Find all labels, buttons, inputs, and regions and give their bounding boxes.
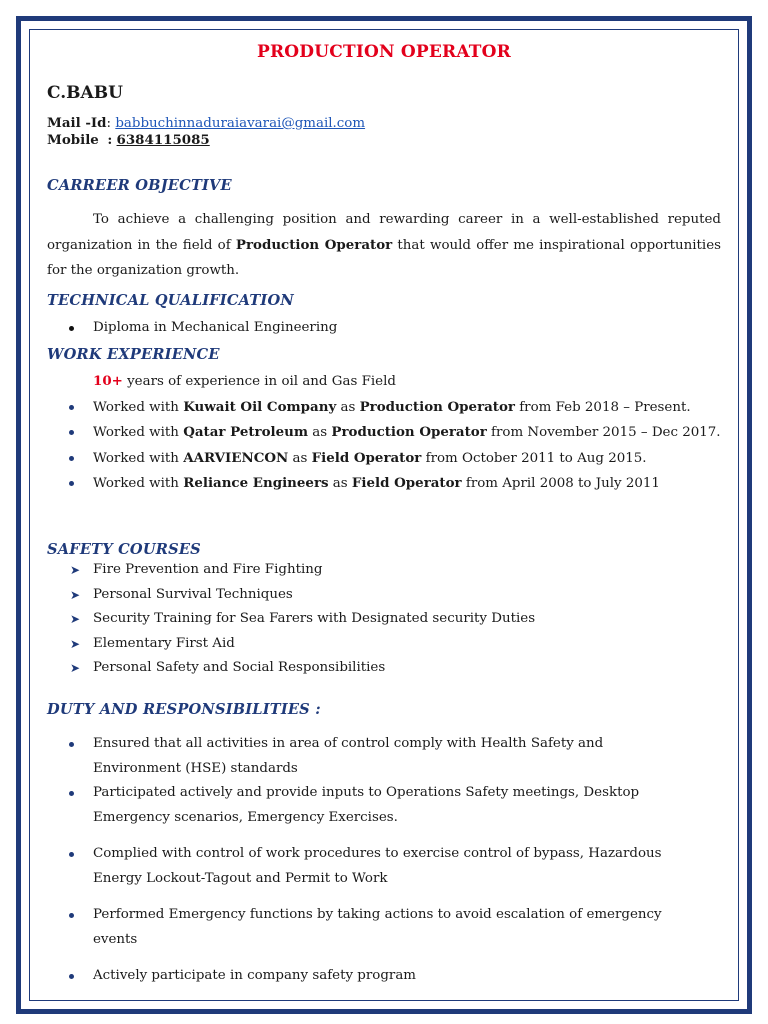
bullet-icon bbox=[69, 974, 74, 979]
list-item bbox=[47, 471, 721, 497]
mobile-label: Mobile bbox=[47, 132, 99, 148]
list-item bbox=[47, 781, 687, 830]
bullet-icon bbox=[69, 742, 74, 747]
job-pre: Worked with bbox=[93, 450, 184, 466]
job-pre: Worked with bbox=[93, 399, 184, 415]
mobile-number: 6384115085 bbox=[116, 132, 210, 148]
bullet-icon bbox=[69, 481, 74, 486]
bullet-icon bbox=[69, 791, 74, 796]
arrow-bullet-icon: ➤ bbox=[70, 661, 81, 675]
list-item-text: Performed Emergency functions by taking actions to avoid escalation of emergency events bbox=[93, 907, 662, 947]
bullet-icon bbox=[69, 430, 74, 435]
job-period: from October 2011 to Aug 2015. bbox=[421, 450, 647, 466]
experience-summary bbox=[47, 369, 721, 395]
bullet-icon bbox=[69, 456, 74, 461]
job-role: Field Operator bbox=[311, 449, 422, 466]
list-item bbox=[47, 583, 721, 608]
list-item bbox=[47, 395, 721, 421]
safety-heading: SAFETY COURSES bbox=[47, 541, 201, 558]
job-mid: as bbox=[328, 476, 352, 491]
job-period: from Feb 2018 – Present. bbox=[514, 399, 691, 415]
bullet-icon bbox=[69, 405, 74, 410]
email-line bbox=[47, 115, 365, 132]
list-item-text: Diploma in Mechanical Engineering bbox=[93, 320, 338, 335]
list-item bbox=[47, 316, 721, 341]
job-role: Production Operator bbox=[331, 424, 487, 440]
resume-title: PRODUCTION OPERATOR bbox=[256, 42, 511, 62]
objective-paragraph bbox=[47, 207, 721, 284]
job-period: from April 2008 to July 2011 bbox=[461, 476, 660, 491]
list-item-text: Ensured that all activities in area of control comply with Health Safety and Environment (HSE) standards bbox=[93, 736, 604, 776]
technical-heading: TECHNICAL QUALIFICATION bbox=[47, 292, 294, 309]
list-item-text: Personal Safety and Social Responsibilities bbox=[93, 660, 386, 675]
arrow-bullet-icon: ➤ bbox=[70, 612, 81, 626]
candidate-name: C.BABU bbox=[47, 83, 123, 103]
arrow-bullet-icon: ➤ bbox=[70, 587, 81, 602]
years-text: years of experience in oil and Gas Field bbox=[122, 374, 396, 389]
mobile-line bbox=[47, 132, 365, 149]
email-sep: : bbox=[106, 116, 112, 131]
list-item bbox=[47, 558, 721, 583]
years-highlight: 10+ bbox=[93, 373, 123, 389]
list-item-text: Fire Prevention and Fire Fighting bbox=[93, 562, 323, 577]
list-item bbox=[47, 732, 687, 781]
objective-text-after: that would offer me inspirational opportunities for the organization growth. bbox=[47, 237, 722, 278]
job-company: Qatar Petroleum bbox=[183, 424, 309, 440]
list-item bbox=[47, 607, 721, 632]
objective-heading: CARREER OBJECTIVE bbox=[47, 177, 232, 194]
list-item-text: Actively participate in company safety program bbox=[93, 968, 416, 983]
list-item bbox=[47, 964, 687, 989]
mobile-sep: : bbox=[107, 132, 113, 148]
safety-list bbox=[47, 558, 721, 681]
objective-bold: Production Operator bbox=[235, 236, 393, 253]
list-item-text: Personal Survival Techniques bbox=[93, 586, 293, 602]
list-item-text: Complied with control of work procedures to exercise control of bypass, Hazardous Energy Lockout-Tagout and Permit to Work bbox=[93, 846, 662, 886]
list-item bbox=[47, 842, 687, 891]
list-item bbox=[47, 903, 687, 952]
duties-heading: DUTY AND RESPONSIBILITIES : bbox=[47, 701, 321, 718]
list-item bbox=[47, 656, 721, 681]
job-mid: as bbox=[288, 450, 312, 466]
objective-text-before: To achieve a challenging position and rewarding career in a well-established reputed organization in the field of bbox=[47, 212, 721, 253]
job-period: from November 2015 – Dec 2017. bbox=[486, 425, 721, 440]
contact-block bbox=[47, 115, 365, 149]
list-item-text: Security Training for Sea Farers with Designated security Duties bbox=[93, 611, 536, 626]
email-label: Mail -Id bbox=[47, 115, 107, 131]
experience-list bbox=[47, 369, 721, 497]
job-role: Production Operator bbox=[359, 398, 515, 415]
email-link[interactable]: babbuchinnaduraiavarai@gmail.com bbox=[115, 116, 366, 131]
job-role: Field Operator bbox=[351, 475, 462, 491]
bullet-icon bbox=[69, 852, 74, 857]
job-pre: Worked with bbox=[93, 476, 184, 491]
technical-list bbox=[47, 316, 721, 341]
list-item bbox=[47, 420, 721, 446]
arrow-bullet-icon: ➤ bbox=[70, 636, 81, 651]
list-item-text: Participated actively and provide inputs to Operations Safety meetings, Desktop Emergency scenarios, Emergency Exercises. bbox=[93, 785, 640, 825]
bullet-icon bbox=[69, 326, 74, 331]
list-item bbox=[47, 632, 721, 657]
list-item-text: Elementary First Aid bbox=[93, 635, 235, 651]
job-company: AARVIENCON bbox=[183, 449, 289, 466]
arrow-bullet-icon: ➤ bbox=[70, 563, 81, 577]
experience-heading: WORK EXPERIENCE bbox=[47, 346, 220, 363]
job-company: Kuwait Oil Company bbox=[183, 398, 337, 415]
bullet-icon bbox=[69, 913, 74, 918]
job-pre: Worked with bbox=[93, 425, 184, 440]
list-item bbox=[47, 446, 721, 472]
job-company: Reliance Engineers bbox=[183, 475, 329, 491]
job-mid: as bbox=[336, 399, 360, 415]
duties-list bbox=[47, 732, 687, 989]
job-mid: as bbox=[308, 425, 332, 440]
